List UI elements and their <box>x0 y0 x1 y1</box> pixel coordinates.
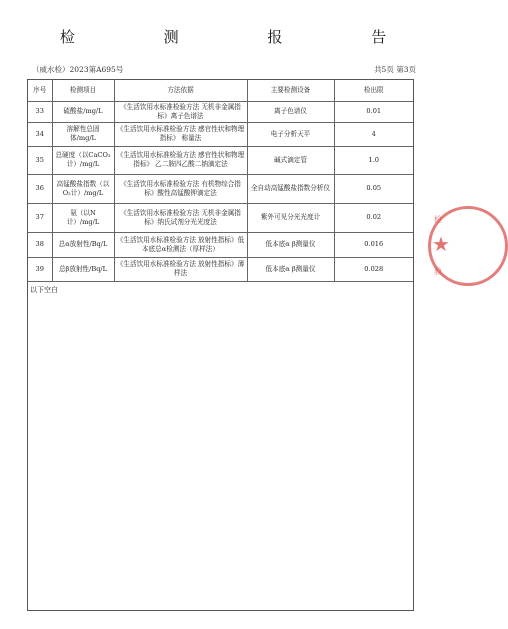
column-header: 主要检测设备 <box>247 80 334 102</box>
method-basis: 《生活饮用水标准检验方法 感官性状和物理指标》 乙二胺四乙酸二钠滴定法 <box>114 146 247 174</box>
table-row <box>28 257 413 281</box>
row-number: 36 <box>28 174 52 203</box>
test-item: 高锰酸盐指数（以O₂计）/mg/L <box>52 174 114 203</box>
seal-char: 验 <box>434 267 442 276</box>
table-row <box>28 232 413 257</box>
test-item: 溶解性总固体/mg/L <box>52 122 114 146</box>
detection-limit: 1.0 <box>334 146 413 174</box>
column-header: 方法依据 <box>114 80 247 102</box>
blank-below-note: 以下空白 <box>30 286 58 294</box>
detection-limit: 0.05 <box>334 174 413 203</box>
method-basis: 《生活饮用水标准检验方法 无机非金属指标》离子色谱法 <box>114 102 247 123</box>
table-row <box>28 122 413 146</box>
table-row <box>28 174 413 203</box>
detection-limit: 0.028 <box>334 257 413 281</box>
table-row <box>28 102 413 123</box>
test-item: 氨（以N计）/mg/L <box>52 203 114 232</box>
equipment: 离子色谱仪 <box>247 102 334 123</box>
test-item: 总α放射性/Bq/L <box>52 232 114 257</box>
official-seal <box>428 206 468 288</box>
row-number: 37 <box>28 203 52 232</box>
column-header: 序号 <box>28 80 52 102</box>
report-frame <box>27 79 414 611</box>
table-row <box>28 146 413 174</box>
method-basis: 《生活饮用水标准检验方法 有机物综合指标》酸性高锰酸钾滴定法 <box>114 174 247 203</box>
table-row <box>28 203 413 232</box>
report-number: （威水检）2023第A695号 <box>32 65 124 74</box>
equipment: 低本底α β测量仪 <box>247 257 334 281</box>
row-number: 35 <box>28 146 52 174</box>
seal-star-icon: ★ <box>432 232 450 256</box>
page-info: 共5页 第3页 <box>374 65 416 74</box>
column-header: 检测项目 <box>52 80 114 102</box>
detection-limit: 0.01 <box>334 102 413 123</box>
report-title: 检 测 报 告 <box>59 28 429 46</box>
row-number: 39 <box>28 257 52 281</box>
test-item: 硫酸盐/mg/L <box>52 102 114 123</box>
row-number: 33 <box>28 102 52 123</box>
method-basis: 《生活饮用水标准检验方法 感官性状和物理指标》 称量法 <box>114 122 247 146</box>
detection-limit: 0.02 <box>334 203 413 232</box>
method-basis: 《生活饮用水标准检验方法 无机非金属指标》纳氏试剂分光光度法 <box>114 203 247 232</box>
equipment: 碱式滴定管 <box>247 146 334 174</box>
equipment: 全自动高锰酸盐指数分析仪 <box>247 174 334 203</box>
equipment: 紫外可见分光光度计 <box>247 203 334 232</box>
method-basis: 《生活饮用水标准检验方法 放射性指标》低本底总α检测法（厚样法） <box>114 232 247 257</box>
row-number: 34 <box>28 122 52 146</box>
detection-limit: 4 <box>334 122 413 146</box>
equipment: 低本底α β测量仪 <box>247 232 334 257</box>
row-number: 38 <box>28 232 52 257</box>
method-basis: 《生活饮用水标准检验方法 放射性指标》薄样法 <box>114 257 247 281</box>
test-item: 总硬度（以CaCO₃计）/mg/L <box>52 146 114 174</box>
seal-char: 检 <box>434 215 442 224</box>
equipment: 电子分析天平 <box>247 122 334 146</box>
column-header: 检出限 <box>334 80 413 102</box>
table-header-row <box>28 80 413 102</box>
detection-limit: 0.016 <box>334 232 413 257</box>
test-item: 总β放射性/Bq/L <box>52 257 114 281</box>
results-table <box>28 80 413 282</box>
